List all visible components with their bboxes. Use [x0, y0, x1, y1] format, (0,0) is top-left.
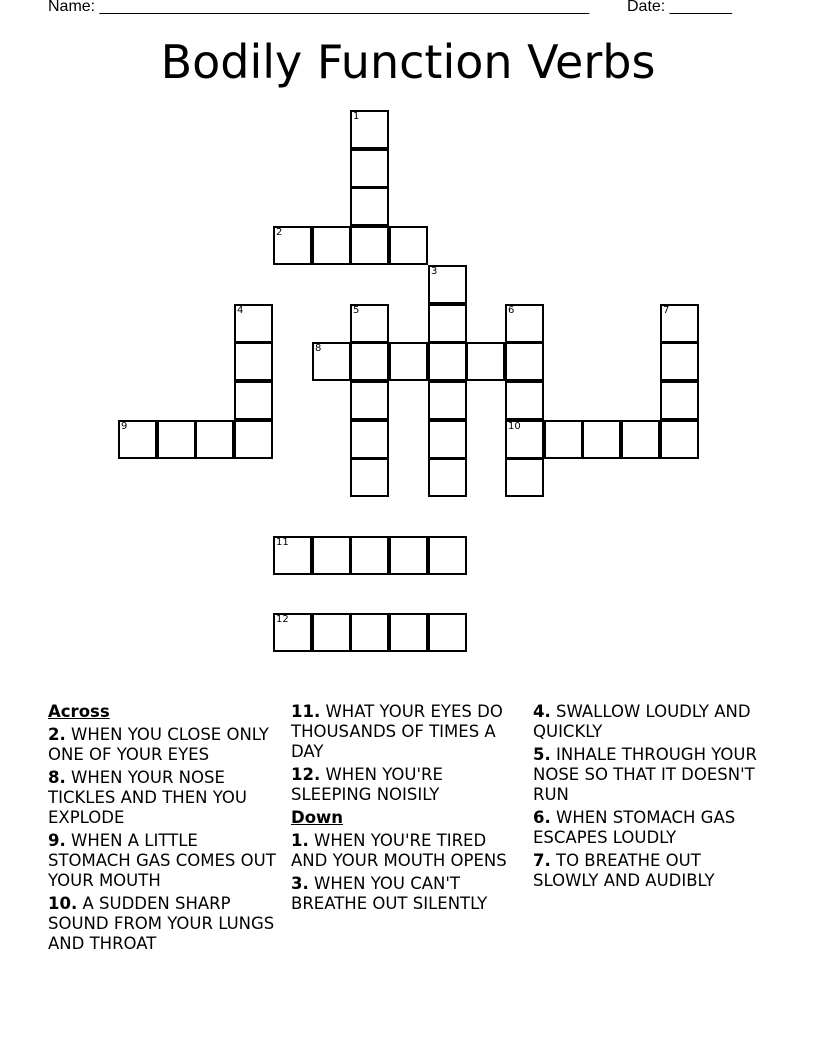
clue-number: 7.: [533, 851, 551, 870]
clue-number: 6.: [533, 808, 551, 827]
grid-cell[interactable]: [350, 149, 389, 188]
cell-number: 5: [353, 305, 360, 316]
grid-cell[interactable]: [428, 458, 467, 497]
clue-number: 10.: [48, 894, 78, 913]
clue-across-12: [291, 765, 527, 805]
grid-cell[interactable]: [428, 265, 467, 304]
clue-text: WHEN A LITTLE STOMACH GAS COMES OUT YOUR MOUTH: [48, 831, 276, 890]
grid-cell[interactable]: [350, 458, 389, 497]
grid-cell[interactable]: [660, 381, 699, 420]
clue-text: WHEN YOU'RE SLEEPING NOISILY: [291, 765, 443, 804]
page-title: Bodily Function Verbs: [160, 35, 656, 89]
clue-text: WHEN STOMACH GAS ESCAPES LOUDLY: [533, 808, 736, 847]
grid-cell[interactable]: [660, 342, 699, 381]
clue-number: 5.: [533, 745, 551, 764]
clue-down-1: [291, 831, 527, 871]
cell-number: 2: [276, 227, 283, 238]
grid-cell[interactable]: [389, 342, 428, 381]
grid-cell[interactable]: [505, 342, 544, 381]
clue-number: 8.: [48, 768, 66, 787]
grid-cell[interactable]: [544, 420, 583, 459]
clue-down-6: [533, 808, 769, 848]
grid-cell[interactable]: [428, 381, 467, 420]
grid-cell[interactable]: [389, 613, 428, 652]
clue-number: 1.: [291, 831, 309, 850]
grid-cell[interactable]: [428, 420, 467, 459]
grid-cell[interactable]: [428, 342, 467, 381]
grid-cell[interactable]: [234, 304, 273, 343]
clue-down-3: [291, 874, 527, 914]
grid-cell[interactable]: [389, 536, 428, 575]
grid-cell[interactable]: [505, 304, 544, 343]
grid-cell[interactable]: [660, 420, 699, 459]
grid-cell[interactable]: [466, 342, 505, 381]
grid-cell[interactable]: [350, 304, 389, 343]
clue-down-7: [533, 851, 769, 891]
grid-cell[interactable]: [350, 613, 389, 652]
grid-cell[interactable]: [273, 536, 312, 575]
grid-cell[interactable]: [273, 226, 312, 265]
grid-cell[interactable]: [428, 536, 467, 575]
clue-number: 3.: [291, 874, 309, 893]
down-heading: Down: [291, 808, 344, 827]
clue-across-8: [48, 768, 284, 828]
cell-number: 12: [276, 614, 289, 625]
grid-cell[interactable]: [350, 187, 389, 226]
grid-cell[interactable]: [350, 226, 389, 265]
grid-cell[interactable]: [389, 226, 428, 265]
clue-text: WHEN YOUR NOSE TICKLES AND THEN YOU EXPLODE: [48, 768, 247, 827]
grid-cell[interactable]: [234, 342, 273, 381]
grid-cell[interactable]: [428, 304, 467, 343]
grid-cell[interactable]: [312, 342, 351, 381]
cell-number: 8: [315, 343, 322, 354]
grid-cell[interactable]: [350, 342, 389, 381]
grid-cell[interactable]: [312, 226, 351, 265]
clue-text: SWALLOW LOUDLY AND QUICKLY: [533, 702, 751, 741]
grid-cell[interactable]: [350, 110, 389, 149]
grid-cell[interactable]: [312, 536, 351, 575]
grid-cell[interactable]: [428, 613, 467, 652]
cell-number: 1: [353, 111, 360, 122]
grid-cell[interactable]: [273, 613, 312, 652]
clue-across-11: [291, 702, 527, 762]
clue-text: A SUDDEN SHARP SOUND FROM YOUR LUNGS AND THROAT: [48, 894, 275, 953]
grid-cell[interactable]: [350, 536, 389, 575]
clue-down-5: [533, 745, 769, 805]
clue-text: INHALE THROUGH YOUR NOSE SO THAT IT DOESN'T RUN: [533, 745, 757, 804]
grid-cell[interactable]: [234, 420, 273, 459]
cell-number: 4: [237, 305, 244, 316]
clue-across-2: [48, 725, 284, 765]
grid-cell[interactable]: [582, 420, 621, 459]
date-field: Date: _______: [627, 0, 732, 15]
grid-cell[interactable]: [505, 420, 544, 459]
grid-cell[interactable]: [505, 381, 544, 420]
clues-column-3: [533, 702, 769, 894]
grid-cell[interactable]: [350, 420, 389, 459]
clue-text: WHEN YOU'RE TIRED AND YOUR MOUTH OPENS: [291, 831, 507, 870]
clues-column-2: [291, 702, 527, 917]
grid-cell[interactable]: [350, 381, 389, 420]
clues-column-1: [48, 702, 284, 957]
clue-across-10: [48, 894, 284, 954]
name-field: Name: _______________________________________________________: [48, 0, 589, 15]
cell-number: 3: [431, 266, 438, 277]
grid-cell[interactable]: [118, 420, 157, 459]
grid-cell[interactable]: [195, 420, 234, 459]
cell-number: 6: [508, 305, 515, 316]
cell-number: 10: [508, 421, 521, 432]
clue-text: WHEN YOU CAN'T BREATHE OUT SILENTLY: [291, 874, 488, 913]
clue-number: 12.: [291, 765, 321, 784]
grid-cell[interactable]: [157, 420, 196, 459]
cell-number: 7: [663, 305, 670, 316]
clue-number: 4.: [533, 702, 551, 721]
clue-number: 11.: [291, 702, 321, 721]
clue-down-4: [533, 702, 769, 742]
cell-number: 9: [121, 421, 128, 432]
grid-cell[interactable]: [505, 458, 544, 497]
clue-text: TO BREATHE OUT SLOWLY AND AUDIBLY: [533, 851, 715, 890]
clue-text: WHEN YOU CLOSE ONLY ONE OF YOUR EYES: [48, 725, 269, 764]
grid-cell[interactable]: [234, 381, 273, 420]
across-heading: Across: [48, 702, 110, 721]
clue-number: 2.: [48, 725, 66, 744]
clue-text: WHAT YOUR EYES DO THOUSANDS OF TIMES A DAY: [291, 702, 503, 761]
clue-across-9: [48, 831, 284, 891]
grid-cell[interactable]: [312, 613, 351, 652]
cell-number: 11: [276, 537, 289, 548]
clue-number: 9.: [48, 831, 66, 850]
grid-cell[interactable]: [621, 420, 660, 459]
grid-cell[interactable]: [660, 304, 699, 343]
